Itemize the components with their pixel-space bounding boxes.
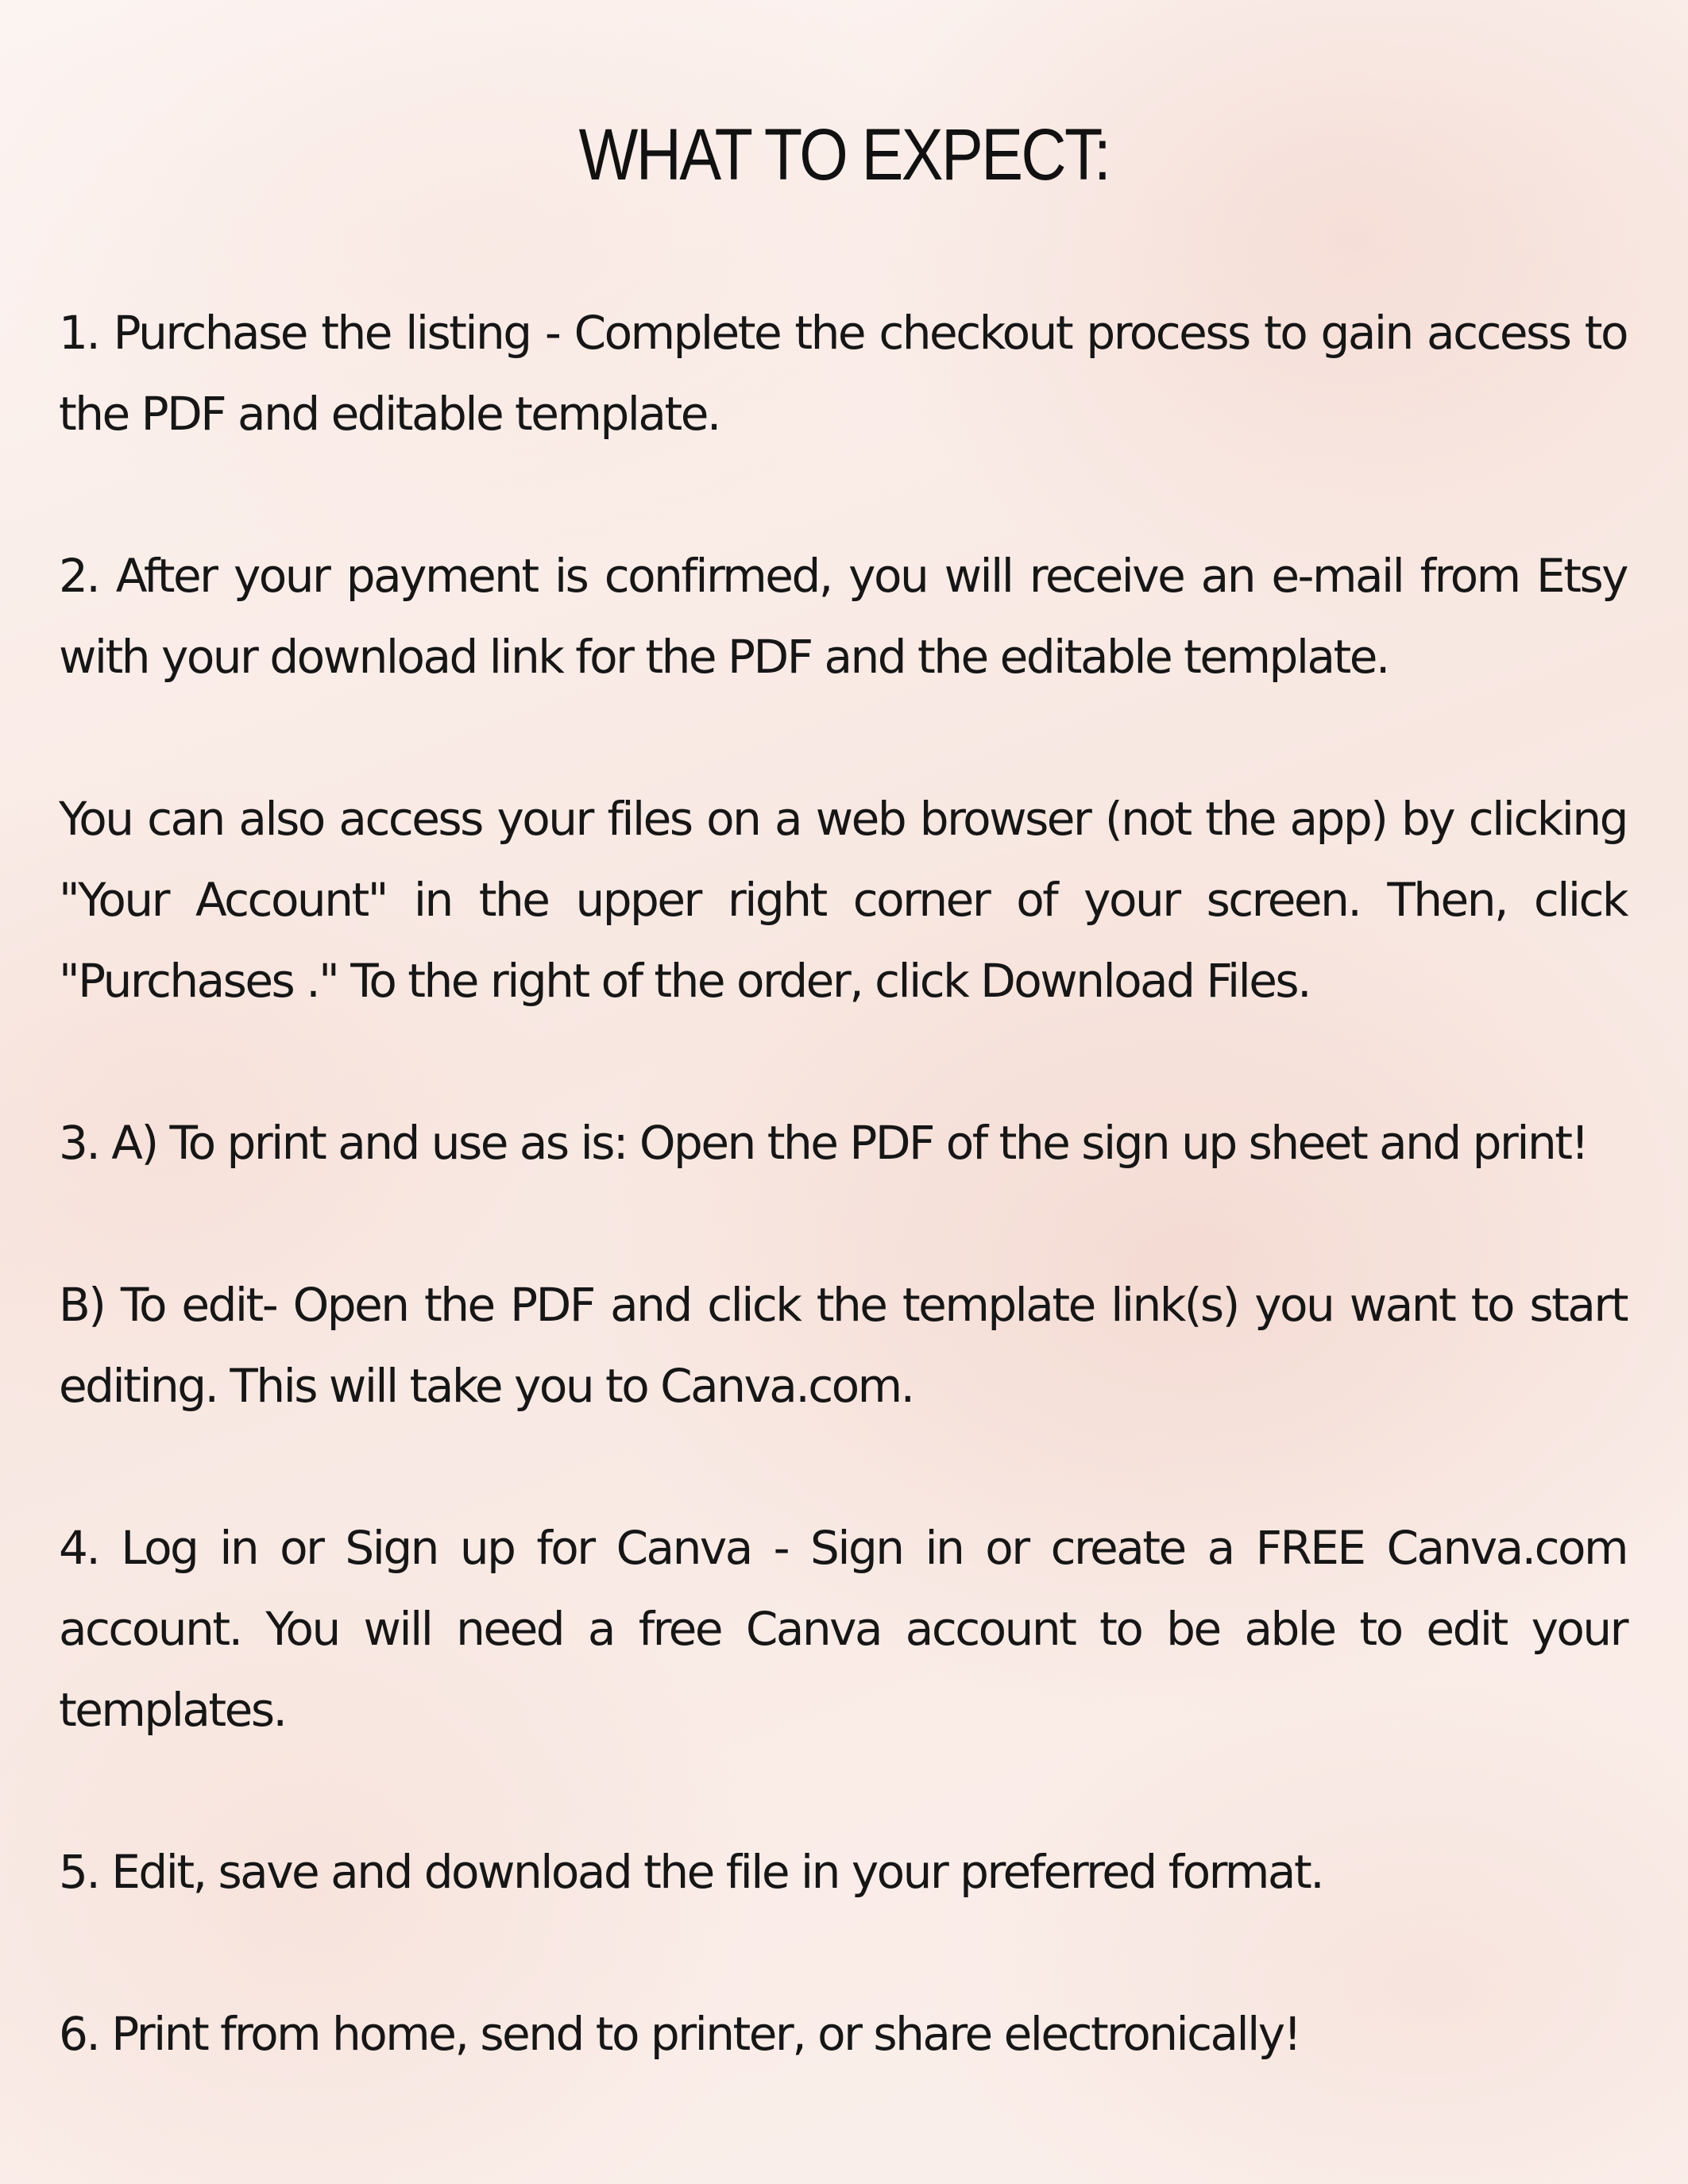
step-5-paragraph: 5. Edit, save and download the file in your preferred format. xyxy=(59,1845,1323,1899)
account-access-paragraph: You can also access your files on a web browser (not the app) by clicking "Your Account" in the upper right corner of your screen. Then, click "Purchases ." To the right of the order, click Download Files. xyxy=(59,792,1627,1008)
step-2-paragraph: 2. After your payment is confirmed, you will receive an e-mail from Etsy with your download link for the PDF and the editable template. xyxy=(59,549,1627,684)
instructions xyxy=(59,292,1627,2155)
step-1-paragraph: 1. Purchase the listing - Complete the checkout process to gain access to the PDF and editable template. xyxy=(59,306,1627,441)
page-title: WHAT TO EXPECT: xyxy=(578,114,1110,195)
step-4-paragraph: 4. Log in or Sign up for Canva - Sign in or create a FREE Canva.com account. You will need a free Canva account to be able to edit your templates. xyxy=(59,1521,1627,1737)
step-3a-paragraph: 3. A) To print and use as is: Open the PDF of the sign up sheet and print! xyxy=(59,1116,1588,1170)
step-3b-paragraph: B) To edit- Open the PDF and click the template link(s) you want to start editing. This will take you to Canva.com. xyxy=(59,1278,1627,1413)
step-6-paragraph: 6. Print from home, send to printer, or share electronically! xyxy=(59,2007,1300,2061)
